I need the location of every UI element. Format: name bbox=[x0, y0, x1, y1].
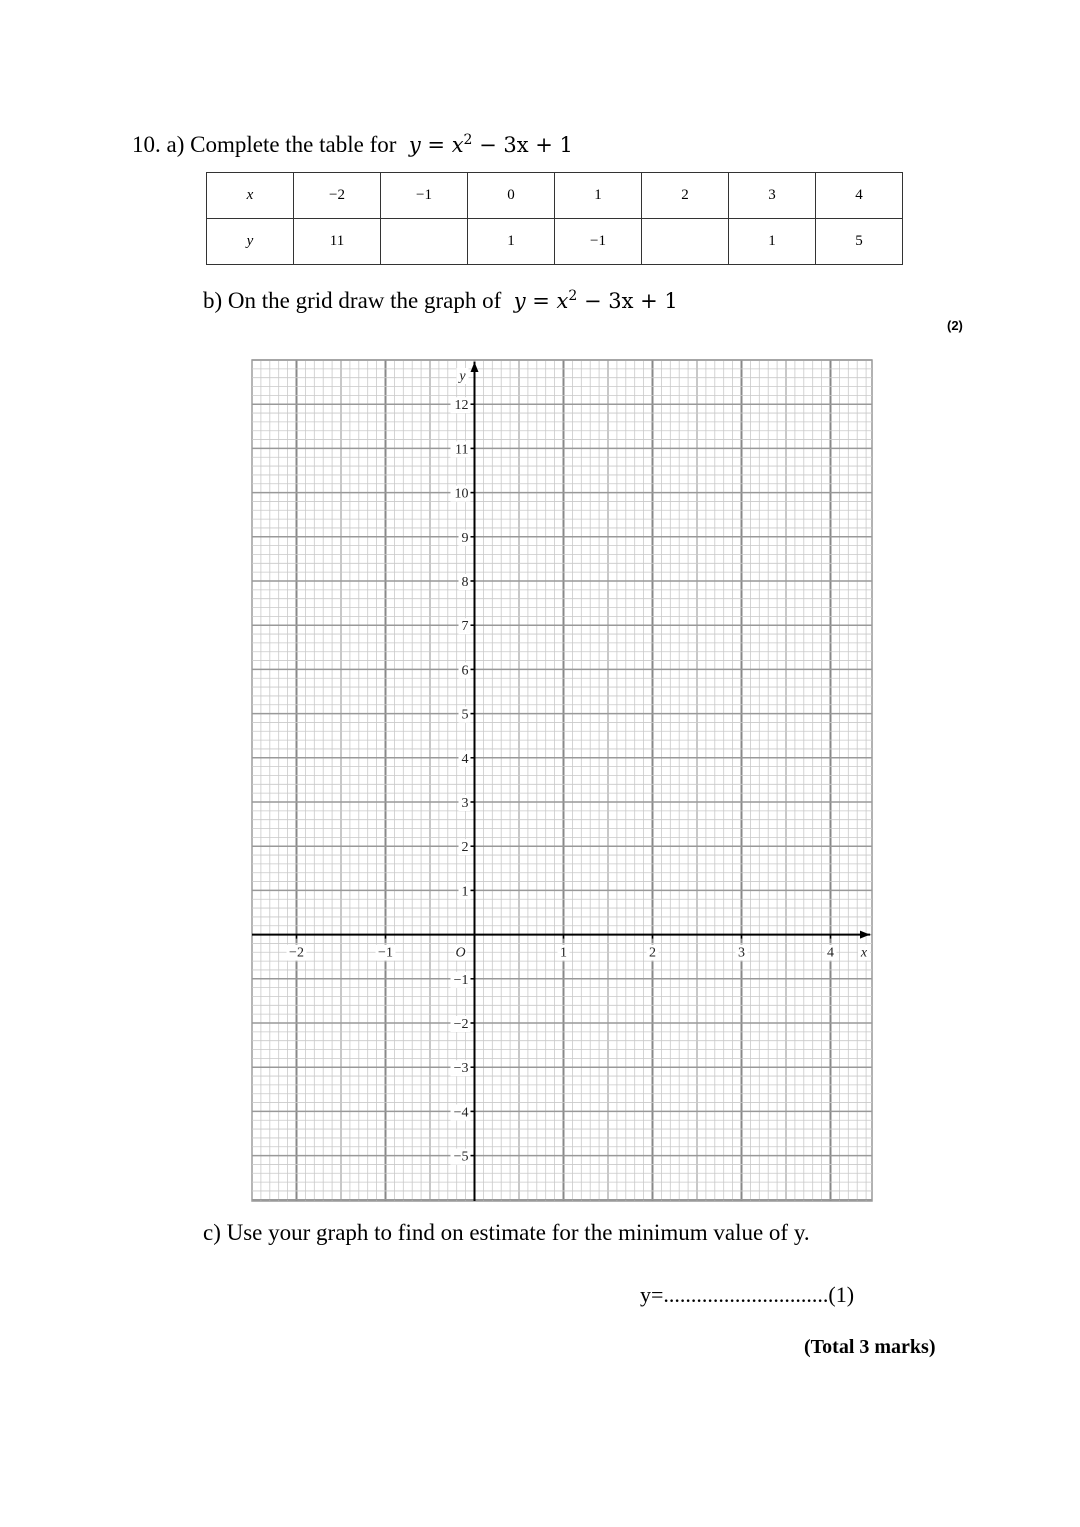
x-tick-label: 1 bbox=[560, 945, 567, 961]
table-cell-blank[interactable] bbox=[642, 219, 729, 265]
y-tick-label: −5 bbox=[453, 1149, 469, 1165]
table-cell[interactable]: 1 bbox=[729, 219, 816, 265]
graph-grid-svg[interactable] bbox=[250, 358, 874, 1203]
equation-a: $y = x^2 - 3x + 1$ bbox=[408, 132, 573, 157]
question-part-c: c) Use your graph to find on estimate for the minimum value of y. bbox=[203, 1220, 810, 1245]
question-part-a bbox=[132, 132, 573, 158]
question-number: 10. bbox=[132, 132, 161, 157]
y-tick-label: 7 bbox=[461, 619, 469, 635]
y-tick-label: 1 bbox=[461, 884, 469, 900]
table-row-x bbox=[207, 173, 903, 219]
y-tick-label: 10 bbox=[454, 486, 469, 502]
table-cell: 0 bbox=[468, 173, 555, 219]
x-tick-label: 3 bbox=[738, 945, 745, 961]
table-cell: −1 bbox=[381, 173, 468, 219]
marks-part-c: (1) bbox=[828, 1282, 855, 1307]
x-tick-label: 4 bbox=[827, 945, 834, 961]
table-cell[interactable]: −1 bbox=[555, 219, 642, 265]
table-cell[interactable]: 1 bbox=[468, 219, 555, 265]
y-tick-label: 9 bbox=[461, 530, 469, 546]
table-cell[interactable]: 5 bbox=[816, 219, 903, 265]
total-marks: (Total 3 marks) bbox=[804, 1336, 936, 1358]
answer-line[interactable] bbox=[640, 1282, 854, 1308]
y-tick-label: 3 bbox=[461, 796, 469, 811]
table-header-y: y bbox=[207, 219, 294, 265]
equation-b: $y = x^2 - 3x + 1$ bbox=[513, 288, 678, 313]
answer-dots[interactable]: .............................. bbox=[663, 1282, 829, 1307]
part-a-text: a) Complete the table for bbox=[166, 132, 397, 157]
table-cell-blank[interactable] bbox=[381, 219, 468, 265]
table-cell[interactable]: 11 bbox=[294, 219, 381, 265]
table-cell: 4 bbox=[816, 173, 903, 219]
y-tick-label: −2 bbox=[453, 1017, 469, 1032]
y-tick-label: −1 bbox=[453, 972, 469, 988]
graph-grid[interactable] bbox=[250, 358, 874, 1208]
y-tick-label: 12 bbox=[454, 398, 469, 414]
table-row-y bbox=[207, 219, 903, 265]
y-tick-label: 4 bbox=[461, 751, 469, 767]
table-header-x: x bbox=[207, 173, 294, 219]
x-tick-label: 2 bbox=[649, 945, 656, 961]
marks-part-b: (2) bbox=[947, 318, 963, 333]
y-tick-label: −4 bbox=[453, 1105, 469, 1121]
y-tick-label: 5 bbox=[461, 707, 469, 723]
values-table bbox=[206, 172, 903, 265]
origin-label: O bbox=[455, 945, 466, 961]
table-cell: 2 bbox=[642, 173, 729, 219]
y-tick-label: 2 bbox=[461, 840, 469, 856]
x-tick-label: −2 bbox=[289, 945, 304, 961]
y-tick-label: 11 bbox=[455, 442, 469, 458]
x-tick-label: −1 bbox=[378, 945, 393, 961]
answer-prefix: y= bbox=[640, 1282, 664, 1307]
grid-border bbox=[252, 360, 872, 1201]
y-tick-label: 8 bbox=[461, 575, 469, 590]
table-cell: 1 bbox=[555, 173, 642, 219]
part-b-text: b) On the grid draw the graph of bbox=[203, 288, 502, 313]
y-axis-label: y bbox=[459, 369, 466, 384]
table-cell: −2 bbox=[294, 173, 381, 219]
x-axis-label: x bbox=[860, 945, 868, 961]
y-tick-label: −3 bbox=[453, 1061, 469, 1077]
y-tick-label: 6 bbox=[461, 663, 469, 679]
question-part-b bbox=[203, 288, 678, 314]
table-cell: 3 bbox=[729, 173, 816, 219]
